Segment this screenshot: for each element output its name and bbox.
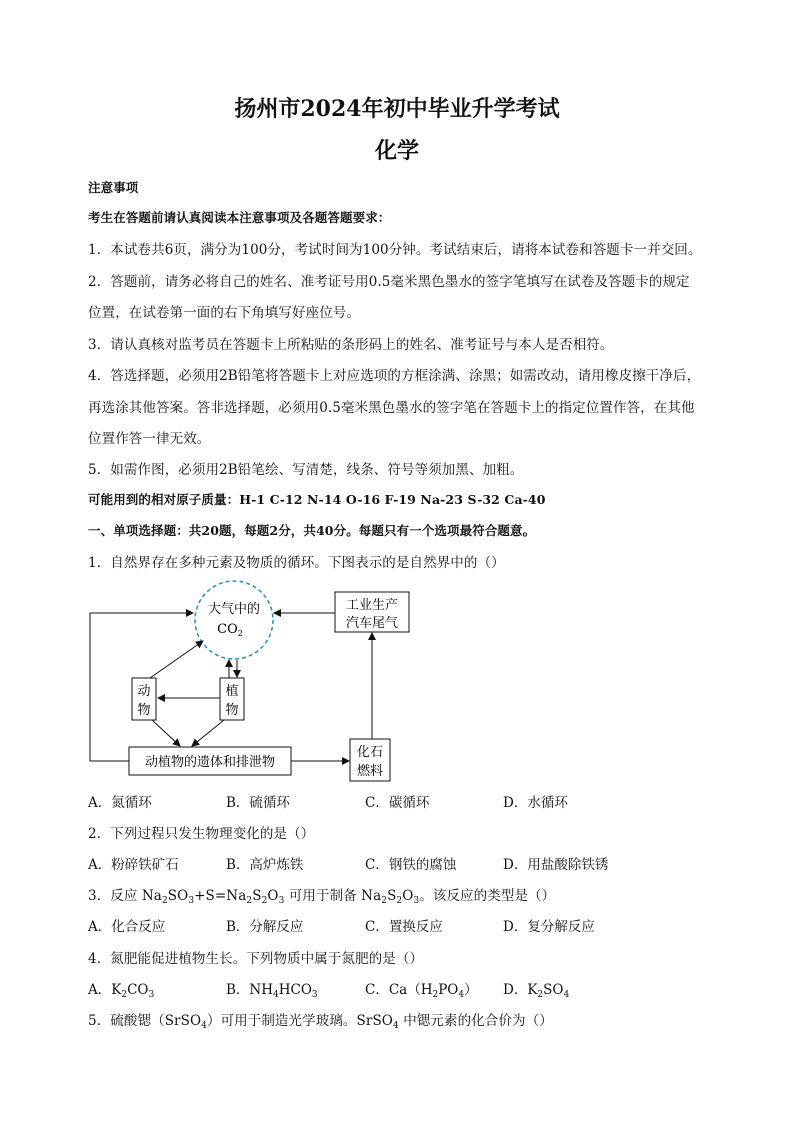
question-stem: 4．氮肥能促进植物生长。下列物质中属于氮肥的是（）	[88, 951, 424, 967]
option-a: A．化合反应	[88, 919, 166, 935]
option-d: D．$K_2SO_4$	[503, 982, 570, 1000]
option-c: C．置换反应	[365, 919, 443, 935]
notice-item: 再选涂其他答案。答非选择题，必须用0.5毫米黑色墨水的签字笔在答题卡上的指定位置作答，在其他	[88, 400, 695, 416]
option-b: B．硫循环	[226, 795, 290, 811]
fossil-label-1: 化石	[356, 745, 384, 760]
plant-label-2: 物	[225, 703, 239, 718]
carbon-cycle-diagram	[80, 575, 420, 790]
option-a: A．氮循环	[88, 795, 152, 811]
subject-title: 化学	[374, 138, 419, 164]
section-heading: 一、单项选择题：共20题，每题2分，共40分。每题只有一个选项最符合题意。	[88, 523, 536, 538]
exam-title: 扬州市2024年初中毕业升学考试	[234, 96, 560, 122]
notice-item: 3．请认真核对监考员在答题卡上所粘贴的条形码上的姓名、准考证号与本人是否相符。	[88, 337, 614, 353]
co2-circle	[195, 581, 273, 659]
option-a: A．粉碎铁矿石	[88, 857, 179, 873]
notice-item: 5．如需作图，必须用2B铅笔绘、写清楚，线条、符号等须加黑、加粗。	[88, 462, 524, 478]
industry-label-1: 工业生产	[345, 598, 399, 613]
fossil-label-2: 燃料	[356, 764, 384, 779]
option-b: B．高炉炼铁	[226, 857, 304, 873]
notice-item: 4．答选择题，必须用2B铅笔将答题卡上对应选项的方框涂满、涂黑；如需改动，请用橡皮擦干净后，	[88, 368, 701, 384]
option-d: D．复分解反应	[503, 919, 595, 935]
arrow-animal-to-remains	[152, 720, 180, 746]
question-stem: 3．反应 $Na_2SO_3+S=Na_2S_2O_3$ 可用于制备 $Na_2S_2O_3$。该反应的类型是（）	[88, 888, 556, 906]
question-stem: 5．硫酸锶（SrSO$_4$）可用于制造光学玻璃。SrSO$_4$ 中锶元素的化合价为（）	[88, 1013, 553, 1031]
co2-label-2: $CO_2$	[217, 622, 243, 638]
notice-item: 位置作答一律无效。	[88, 431, 211, 447]
option-c: C．$Ca(H_2PO_4)$	[365, 982, 478, 1000]
plant-label-1: 植	[225, 684, 239, 699]
atomic-masses: 可能用到的相对原子质量：H-1 C-12 N-14 O-16 F-19 Na-23 S-32 Ca-40	[88, 492, 546, 507]
notice-intro: 考生在答题前请认真阅读本注意事项及各题答题要求：	[88, 210, 391, 225]
option-d: D．用盐酸除铁锈	[503, 857, 609, 873]
animal-label-2: 物	[137, 703, 151, 718]
option-a: A．$K_2CO_3$	[88, 982, 155, 1000]
option-b: B．分解反应	[226, 919, 304, 935]
question-stem: 2．下列过程只发生物理变化的是（）	[88, 826, 315, 842]
notice-item: 1．本试卷共6页，满分为100分，考试时间为100分钟。考试结束后，请将本试卷和答题卡一并交回。	[88, 242, 702, 258]
option-c: C．碳循环	[365, 795, 430, 811]
option-c: C．钢铁的腐蚀	[365, 857, 457, 873]
option-b: B．$NH_4HCO_3$	[226, 982, 318, 1000]
co2-label-1: 大气中的	[207, 602, 261, 617]
notice-item: 2．答题前，请务必将自己的姓名、准考证号用0.5毫米黑色墨水的签字笔填写在试卷及答题卡的规定	[88, 274, 690, 290]
question-stem: 1．自然界存在多种元素及物质的循环。下图表示的是自然界中的（）	[88, 555, 505, 571]
remains-label: 动植物的遗体和排泄物	[144, 755, 276, 770]
option-d: D．水循环	[503, 795, 568, 811]
notice-item: 位置，在试卷第一面的右下角填写好座位号。	[88, 305, 360, 321]
arrow-plant-to-remains	[192, 720, 224, 746]
industry-label-2: 汽车尾气	[345, 616, 399, 631]
arrow-animal-to-co2	[150, 641, 203, 678]
animal-label-1: 动	[137, 684, 151, 699]
notice-heading: 注意事项	[88, 180, 139, 195]
